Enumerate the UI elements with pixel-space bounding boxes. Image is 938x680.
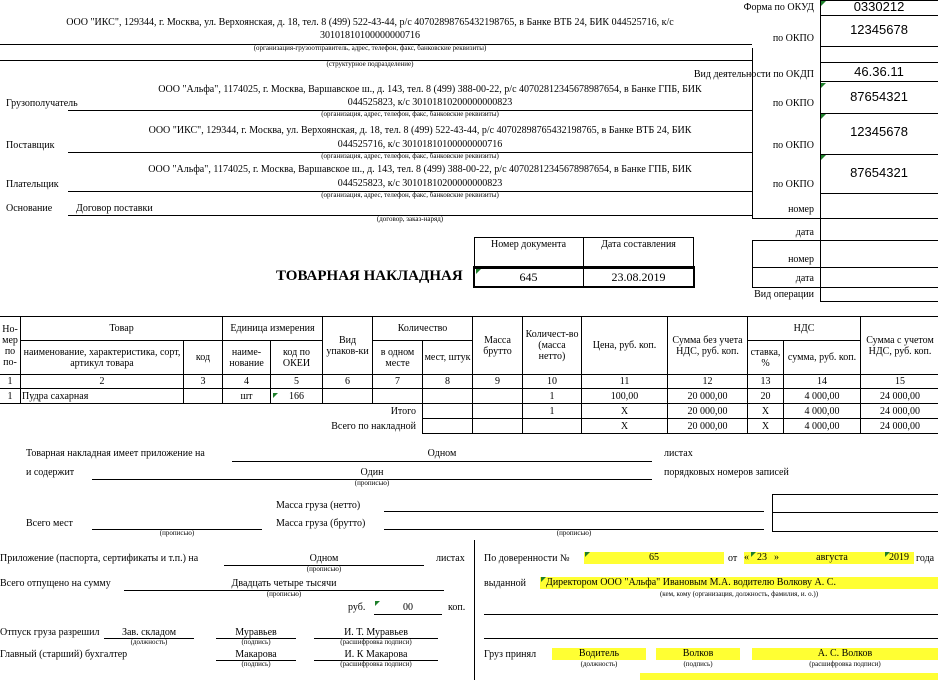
appendix-sheets: листах <box>436 553 465 564</box>
total-vat-rate: X <box>748 404 784 419</box>
allowed-name-caption: (расшифровка подписи) <box>340 638 412 646</box>
goods-table <box>0 316 938 434</box>
doc-number: 645 <box>519 270 538 284</box>
division-caption: (структурное подразделение) <box>326 60 414 68</box>
th-sum-novat: Сумма без учета НДС, руб. коп. <box>668 317 748 375</box>
accountant-name-caption: (расшифровка подписи) <box>340 660 412 668</box>
appendix-value: Одном <box>309 553 339 564</box>
consignee-caption: (организация, адрес, телефон, факс, банковские реквизиты) <box>321 110 499 118</box>
payer-line-2: 044525823, к/с 30101810200000000823 <box>337 178 503 189</box>
sender-okpo-label: по ОКПО <box>772 33 814 44</box>
basis-number-label: номер <box>788 204 814 215</box>
cell-price: 100,00 <box>582 389 668 404</box>
allowed-signature: Муравьев <box>235 627 277 638</box>
gross-caption: (прописью) <box>556 529 592 537</box>
proxy-day: 23 <box>750 552 774 564</box>
column-numbers-row <box>0 375 938 389</box>
th-qty: Количество <box>373 317 473 341</box>
accepted-position: Водитель <box>552 648 646 660</box>
supplier-line-1: ООО "ИКС", 129344, г. Москва, ул. Верхоянская, д. 18, тел. 8 (499) 522-43-44, р/с 40702898765432198765, в Банке ВТБ 24, БИК <box>148 125 692 136</box>
cell-qty-one <box>373 389 423 404</box>
cell-vat-rate: 20 <box>748 389 784 404</box>
records-label: порядковых номеров записей <box>664 467 789 478</box>
operation-label: Вид операции <box>754 289 814 300</box>
cell-unit-name: шт <box>223 389 271 404</box>
th-gross: Масса брутто <box>473 317 523 375</box>
th-price: Цена, руб. коп. <box>582 317 668 375</box>
total-netqty: 1 <box>523 404 582 419</box>
supplier-okpo: 12345678 <box>850 124 908 139</box>
contains-caption: (прописью) <box>354 479 390 487</box>
th-qty-one: в одном месте <box>373 341 423 375</box>
accountant-label: Главный (старший) бухгалтер <box>0 649 128 660</box>
accepted-signature: Волков <box>656 648 740 660</box>
places-caption: (прописью) <box>159 529 195 537</box>
attach-value: Одном <box>427 448 457 459</box>
page-title: ТОВАРНАЯ НАКЛАДНАЯ <box>276 268 463 284</box>
okud-code: 0330212 <box>853 0 905 14</box>
sender-caption: (организация-грузоотправитель, адрес, телефон, факс, банковские реквизиты) <box>253 44 487 52</box>
total-label: Итого <box>390 405 417 417</box>
col-num: 13 <box>748 375 784 389</box>
total-price: X <box>582 404 668 419</box>
cell-unit-okei: 166 <box>271 389 323 404</box>
col-num: 6 <box>323 375 373 389</box>
accepted-label: Груз принял <box>484 649 537 660</box>
grand-vat-sum: 4 000,00 <box>784 419 861 434</box>
grand-price: X <box>582 419 668 434</box>
rub-label: руб. <box>348 602 366 613</box>
proxy-quote-open: « <box>744 552 749 563</box>
net-mass-label: Масса груза (нетто) <box>276 500 361 511</box>
col-num: 8 <box>423 375 473 389</box>
grand-sum-vat: 24 000,00 <box>861 419 938 434</box>
allowed-name: И. Т. Муравьев <box>344 627 408 638</box>
total-vat-sum: 4 000,00 <box>784 404 861 419</box>
okdp-label: Вид деятельности по ОКДП <box>693 69 814 80</box>
proxy-from: от <box>728 553 738 564</box>
consignee-label: Грузополучатель <box>6 98 78 109</box>
th-netqty: Количест-во (масса нетто) <box>523 317 582 375</box>
th-no: Но-мер по по- <box>0 317 21 375</box>
grand-total-row <box>0 419 938 434</box>
supplier-label: Поставщик <box>6 140 55 151</box>
payer-caption: (организация, адрес, телефон, факс, банковские реквизиты) <box>321 191 499 199</box>
allowed-label: Отпуск груза разрешил <box>0 627 100 638</box>
cell-pack <box>323 389 373 404</box>
cell-vat-sum: 4 000,00 <box>784 389 861 404</box>
supplier-caption: (организация, адрес, телефон, факс, банковские реквизиты) <box>321 152 499 160</box>
supplier-okpo-label: по ОКПО <box>772 140 814 151</box>
activity-code: 46.36.11 <box>854 64 904 79</box>
appendix-label: Приложение (паспорта, сертификаты и т.п.) на <box>0 553 199 564</box>
col-num: 5 <box>271 375 323 389</box>
supplier-line-2: 044525716, к/с 30101810100000000716 <box>337 139 503 150</box>
basis-label: Основание <box>6 203 53 214</box>
issued-caption: (кем, кому (организация, должность, фамилия, и. о.)) <box>659 590 819 598</box>
total-sum-novat: 20 000,00 <box>668 404 748 419</box>
sender-okpo: 12345678 <box>850 22 908 37</box>
attach-label: Товарная накладная имеет приложение на <box>26 448 205 459</box>
col-num: 11 <box>582 375 668 389</box>
doc-date: 23.08.2019 <box>611 270 666 284</box>
cell-gross <box>473 389 523 404</box>
col-num: 7 <box>373 375 423 389</box>
payer-okpo: 87654321 <box>850 165 908 180</box>
kop-label: коп. <box>448 602 466 613</box>
col-num: 1 <box>0 375 21 389</box>
proxy-label: По доверенности № <box>484 553 570 564</box>
cell-netqty: 1 <box>523 389 582 404</box>
cell-sum-vat: 24 000,00 <box>861 389 938 404</box>
payer-label: Плательщик <box>6 179 59 190</box>
sender-line-1: ООО "ИКС", 129344, г. Москва, ул. Верхоянская, д. 18, тел. 8 (499) 522-43-44, р/с 40702898765432198765, в Банке ВТБ 24, БИК 044525716, к/с <box>66 17 674 28</box>
proxy-number: 65 <box>584 552 724 564</box>
mass-box <box>772 494 938 532</box>
accepted-name-caption: (расшифровка подписи) <box>809 660 881 668</box>
proxy-month: августа <box>780 552 884 564</box>
accepted-pos-caption: (должность) <box>580 660 618 668</box>
cell-no: 1 <box>0 389 21 404</box>
accepted-sign-caption: (подпись) <box>683 660 713 668</box>
proxy-year-suffix: года <box>916 553 935 564</box>
appendix-caption: (прописью) <box>306 565 342 573</box>
proxy-quote-close: » <box>774 552 779 563</box>
th-goods: Товар <box>21 317 223 341</box>
col-num: 9 <box>473 375 523 389</box>
sender-line-2: 30101810100000000716 <box>320 30 420 41</box>
contains-label: и содержит <box>26 467 75 478</box>
gross-mass-label: Масса груза (брутто) <box>276 518 366 529</box>
released-caption: (прописью) <box>266 590 302 598</box>
col-num: 12 <box>668 375 748 389</box>
transport-number-label: номер <box>788 254 814 265</box>
consignee-line-1: ООО "Альфа", 1174025, г. Москва, Варшавское ш., д. 143, тел. 8 (499) 388-00-22, р/с 40702812345678987654, в Банке ГПБ, БИК <box>158 84 702 95</box>
th-vat: НДС <box>748 317 861 341</box>
places-label: Всего мест <box>26 518 73 529</box>
consignee-okpo-label: по ОКПО <box>772 98 814 109</box>
grand-vat-rate: X <box>748 419 784 434</box>
accountant-name: И. К Макарова <box>344 649 408 660</box>
grand-total-label: Всего по накладной <box>331 420 417 432</box>
col-num: 3 <box>184 375 223 389</box>
col-num: 14 <box>784 375 861 389</box>
consignee-okpo: 87654321 <box>850 89 908 104</box>
okud-label: Форма по ОКУД <box>743 2 814 13</box>
th-unit: Единица измерения <box>223 317 323 341</box>
th-unit-name: наиме-нование <box>223 341 271 375</box>
basis-date-label: дата <box>795 227 814 238</box>
allowed-pos-caption: (должность) <box>130 638 168 646</box>
kop-value: 00 <box>403 602 413 613</box>
th-pack: Вид упаков-ки <box>323 317 373 375</box>
proxy-year: 2019 <box>884 552 914 564</box>
th-qty-places: мест, штук <box>423 341 473 375</box>
col-num: 10 <box>523 375 582 389</box>
th-sum-vat: Сумма с учетом НДС, руб. коп. <box>861 317 938 375</box>
consignee-line-2: 044525823, к/с 30101810200000000823 <box>347 97 513 108</box>
transport-date-label: дата <box>795 273 814 284</box>
contains-value: Один <box>360 467 384 478</box>
cell-goods-name: Пудра сахарная <box>21 389 184 404</box>
attach-sheets: листах <box>664 448 693 459</box>
cell-code <box>184 389 223 404</box>
allowed-position: Зав. складом <box>121 627 177 638</box>
basis-value: Договор поставки <box>76 203 153 214</box>
payer-okpo-label: по ОКПО <box>772 179 814 190</box>
cell-qty-places <box>423 389 473 404</box>
grand-netqty <box>523 419 582 434</box>
total-sum-vat: 24 000,00 <box>861 404 938 419</box>
issued-value: Директором ООО "Альфа" Ивановым М.А. водителю Волкову А. С. <box>540 577 938 589</box>
table-row <box>0 389 938 404</box>
accountant-sign-caption: (подпись) <box>241 660 271 668</box>
released-label: Всего отпущено на сумму <box>0 578 111 589</box>
total-row <box>0 404 938 419</box>
col-num: 2 <box>21 375 184 389</box>
col-num: 4 <box>223 375 271 389</box>
grand-sum-novat: 20 000,00 <box>668 419 748 434</box>
released-value: Двадцать четыре тысячи <box>231 578 337 589</box>
th-vat-rate: ставка, % <box>748 341 784 375</box>
doc-number-header: Номер документа <box>490 239 567 250</box>
th-code: код <box>184 341 223 375</box>
doc-date-header: Дата составления <box>601 239 676 250</box>
col-num: 15 <box>861 375 938 389</box>
basis-caption: (договор, заказ-наряд) <box>376 215 444 223</box>
accepted-name: А. С. Волков <box>752 648 938 660</box>
th-unit-okei: код по ОКЕИ <box>271 341 323 375</box>
cell-sum-novat: 20 000,00 <box>668 389 748 404</box>
accountant-signature: Макарова <box>235 649 277 660</box>
th-vat-sum: сумма, руб. коп. <box>784 341 861 375</box>
payer-line-1: ООО "Альфа", 1174025, г. Москва, Варшавское ш., д. 143, тел. 8 (499) 388-00-22, р/с 40702812345678987654, в Банке ГПБ, БИК <box>148 164 692 175</box>
th-goods-name: наименование, характеристика, сорт, артикул товара <box>21 341 184 375</box>
issued-label: выданной <box>484 578 527 589</box>
allowed-sign-caption: (подпись) <box>241 638 271 646</box>
